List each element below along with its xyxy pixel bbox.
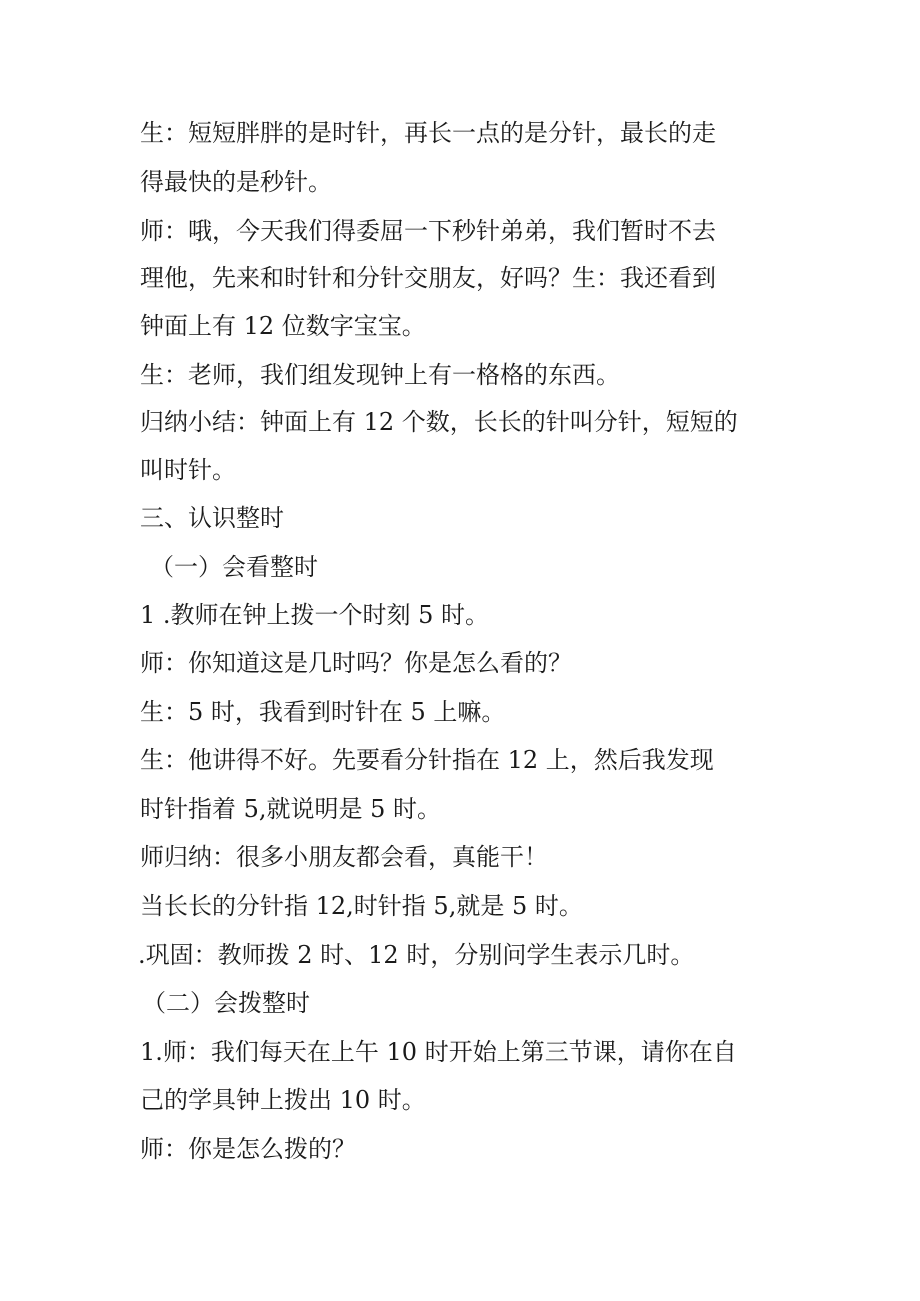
text-line: 归纳小结：钟面上有 12 个数，长长的针叫分针，短短的 [140, 408, 738, 436]
text-line: 当长长的分针指 12,时针指 5,就是 5 时。 [140, 892, 583, 920]
text-line: 生：5 时，我看到时针在 5 上嘛。 [140, 698, 506, 726]
subsection-heading: （一）会看整时 [150, 553, 318, 581]
text-line: 1 .教师在钟上拨一个时刻 5 时。 [140, 601, 490, 629]
subsection-heading: （二）会拨整时 [142, 989, 310, 1017]
text-line: 1.师：我们每天在上午 10 时开始上第三节课，请你在自 [140, 1038, 737, 1066]
section-heading: 三、认识整时 [140, 504, 284, 532]
text-line: 师：哦，今天我们得委屈一下秒针弟弟，我们暂时不去 [140, 217, 716, 245]
text-line: 理他，先来和时针和分针交朋友，好吗？生：我还看到 [140, 264, 716, 292]
text-line: .巩固：教师拨 2 时、12 时，分别问学生表示几时。 [138, 941, 695, 969]
text-line: 生：老师，我们组发现钟上有一格格的东西。 [140, 361, 620, 389]
text-line: 己的学具钟上拨出 10 时。 [140, 1086, 426, 1114]
text-line: 师归纳：很多小朋友都会看，真能干！ [140, 843, 548, 871]
text-line: 生：他讲得不好。先要看分针指在 12 上，然后我发现 [140, 746, 714, 774]
text-line: 叫时针。 [140, 456, 236, 484]
text-line: 时针指着 5,就说明是 5 时。 [140, 795, 442, 823]
text-line: 钟面上有 12 位数字宝宝。 [140, 312, 426, 340]
text-line: 师：你是怎么拨的？ [140, 1135, 356, 1163]
text-line: 得最快的是秒针。 [140, 168, 332, 196]
text-line: 师：你知道这是几时吗？你是怎么看的？ [140, 649, 572, 677]
text-line: 生：短短胖胖的是时针，再长一点的是分针，最长的走 [140, 119, 716, 147]
